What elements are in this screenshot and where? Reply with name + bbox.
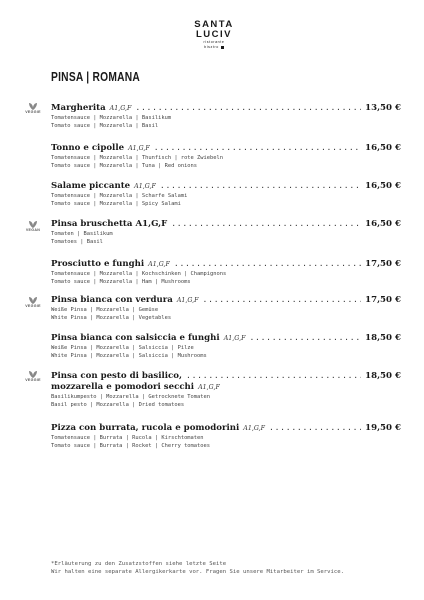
vegan-badge-bruschetta bbox=[24, 220, 42, 233]
logo-line-4-text: bisztro bbox=[204, 45, 219, 49]
leaf-icon bbox=[28, 370, 38, 378]
item-codes: A1,G,F bbox=[148, 261, 170, 268]
logo-line-3: ristorante bbox=[203, 40, 225, 44]
menu-item-margherita bbox=[51, 102, 401, 130]
veggie-badge-label: VEGGIE bbox=[25, 304, 41, 308]
item-name: Pinsa bruschetta A1,G,F bbox=[51, 219, 168, 229]
menu-item-pinsa-bianca-salsiccia bbox=[51, 332, 401, 360]
footnote-line-2: Wir halten eine separate Allergikerkarte vor. Fragen Sie unsere Mitarbeiter im Service. bbox=[51, 568, 344, 575]
item-codes: A1,G,F bbox=[176, 297, 199, 304]
item-desc-de: Tomatensauce | Burrata | Rucola | Kirschtomaten bbox=[51, 435, 204, 441]
item-desc-en: Tomato sauce | Mozzarella | Tuna | Red onions bbox=[51, 163, 198, 169]
dot-leader bbox=[154, 142, 361, 153]
dot-leader bbox=[249, 332, 361, 343]
menu-item-pinsa-bruschetta bbox=[51, 218, 401, 246]
menu-item-pinsa-bianca-verdura bbox=[51, 294, 401, 322]
logo-line-1: SANTA bbox=[194, 19, 234, 30]
item-price: 16,50 € bbox=[365, 219, 401, 229]
menu-item-salame-piccante bbox=[51, 180, 401, 208]
dot-leader bbox=[160, 180, 361, 191]
item-price: 17,50 € bbox=[365, 259, 401, 269]
item-codes: A1,G,F bbox=[134, 183, 156, 190]
restaurant-logo bbox=[192, 20, 236, 50]
item-desc-de: Basilikumpesto | Mozzarella | Getrocknete Tomaten bbox=[51, 394, 211, 400]
footnote-line-1: *Erläuterung zu den Zusatzstoffen siehe letzte Seite bbox=[51, 561, 227, 567]
item-desc-de: Tomatensauce | Mozzarella | Scharfe Salami bbox=[51, 193, 188, 199]
dot-leader bbox=[171, 218, 361, 229]
item-price: 18,50 € bbox=[365, 371, 401, 381]
item-desc-de: Tomatensauce | Mozzarella | Kochschinken | Champignons bbox=[51, 271, 227, 277]
dot-leader bbox=[135, 102, 361, 113]
item-codes: A1,G,F bbox=[109, 105, 132, 112]
item-price: 16,50 € bbox=[365, 143, 401, 153]
item-desc-en: White Pinsa | Mozzarella | Salsiccia | Mushrooms bbox=[51, 353, 207, 359]
item-desc-en: Basil pesto | Mozzarella | Dried tomatoes bbox=[51, 402, 185, 408]
logo-line-4 bbox=[192, 45, 236, 50]
veggie-badge-verdura bbox=[24, 296, 42, 309]
item-codes: A1,G,F bbox=[198, 384, 220, 391]
menu-item-tonno-e-cipolle bbox=[51, 142, 401, 170]
item-name: Salame piccante bbox=[51, 181, 131, 191]
item-desc-en: Tomato sauce | Mozzarella | Basil bbox=[51, 123, 159, 129]
section-title: PINSA | ROMANA bbox=[51, 70, 141, 84]
menu-item-pizza-burrata bbox=[51, 422, 401, 450]
logo-line-2: LUCIV bbox=[196, 29, 232, 40]
footnote bbox=[51, 561, 411, 576]
item-desc-de: Tomatensauce | Mozzarella | Thunfisch | rote Zwiebeln bbox=[51, 155, 224, 161]
item-price: 13,50 € bbox=[365, 103, 401, 113]
item-name: Pinsa con pesto di basilico, bbox=[51, 371, 183, 381]
item-desc-en: Tomato sauce | Mozzarella | Ham | Mushrooms bbox=[51, 279, 191, 285]
veggie-badge-label: VEGGIE bbox=[25, 378, 41, 382]
item-desc-en: White Pinsa | Mozzarella | Vegetables bbox=[51, 315, 172, 321]
item-desc-de: Weiße Pinsa | Mozzarella | Salsiccia | Pilze bbox=[51, 345, 194, 351]
menu-item-prosciutto-e-funghi bbox=[51, 258, 401, 286]
item-codes: A1,G,F bbox=[128, 145, 150, 152]
item-name: Pinsa bianca con salsiccia e funghi bbox=[51, 333, 220, 343]
item-name-line-2: mozzarella e pomodori secchi bbox=[51, 382, 195, 392]
item-codes: A1,G,F bbox=[223, 335, 246, 342]
logo-square-icon bbox=[221, 46, 224, 49]
veggie-badge-margherita bbox=[24, 102, 42, 115]
item-desc-de: Tomaten | Basilikum bbox=[51, 231, 113, 237]
item-desc-de: Weiße Pinsa | Mozzarella | Gemüse bbox=[51, 307, 159, 313]
veggie-badge-label: VEGGIE bbox=[25, 110, 41, 114]
item-price: 17,50 € bbox=[365, 295, 401, 305]
leaf-icon bbox=[28, 220, 38, 228]
dot-leader bbox=[269, 422, 361, 433]
item-desc-en: Tomato sauce | Burrata | Rocket | Cherry tomatoes bbox=[51, 443, 211, 449]
item-codes: A1,G,F bbox=[243, 425, 266, 432]
veggie-badge-pesto bbox=[24, 370, 42, 383]
item-name: Margherita bbox=[51, 103, 106, 113]
leaf-icon bbox=[28, 296, 38, 304]
dot-leader bbox=[186, 370, 361, 381]
item-desc-de: Tomatensauce | Mozzarella | Basilikum bbox=[51, 115, 172, 121]
vegan-badge-label: VEGAN bbox=[25, 228, 41, 232]
item-name: Tonno e cipolle bbox=[51, 143, 125, 153]
item-name: Prosciutto e funghi bbox=[51, 259, 145, 269]
item-price: 16,50 € bbox=[365, 181, 401, 191]
item-desc-en: Tomatoes | Basil bbox=[51, 239, 103, 245]
item-price: 19,50 € bbox=[365, 423, 401, 433]
menu-item-pinsa-pesto bbox=[51, 370, 401, 409]
item-name: Pizza con burrata, rucola e pomodorini bbox=[51, 423, 240, 433]
item-price: 18,50 € bbox=[365, 333, 401, 343]
dot-leader bbox=[203, 294, 362, 305]
item-desc-en: Tomato sauce | Mozzarella | Spicy Salami bbox=[51, 201, 181, 207]
dot-leader bbox=[174, 258, 361, 269]
leaf-icon bbox=[28, 102, 38, 110]
item-name: Pinsa bianca con verdura bbox=[51, 295, 173, 305]
